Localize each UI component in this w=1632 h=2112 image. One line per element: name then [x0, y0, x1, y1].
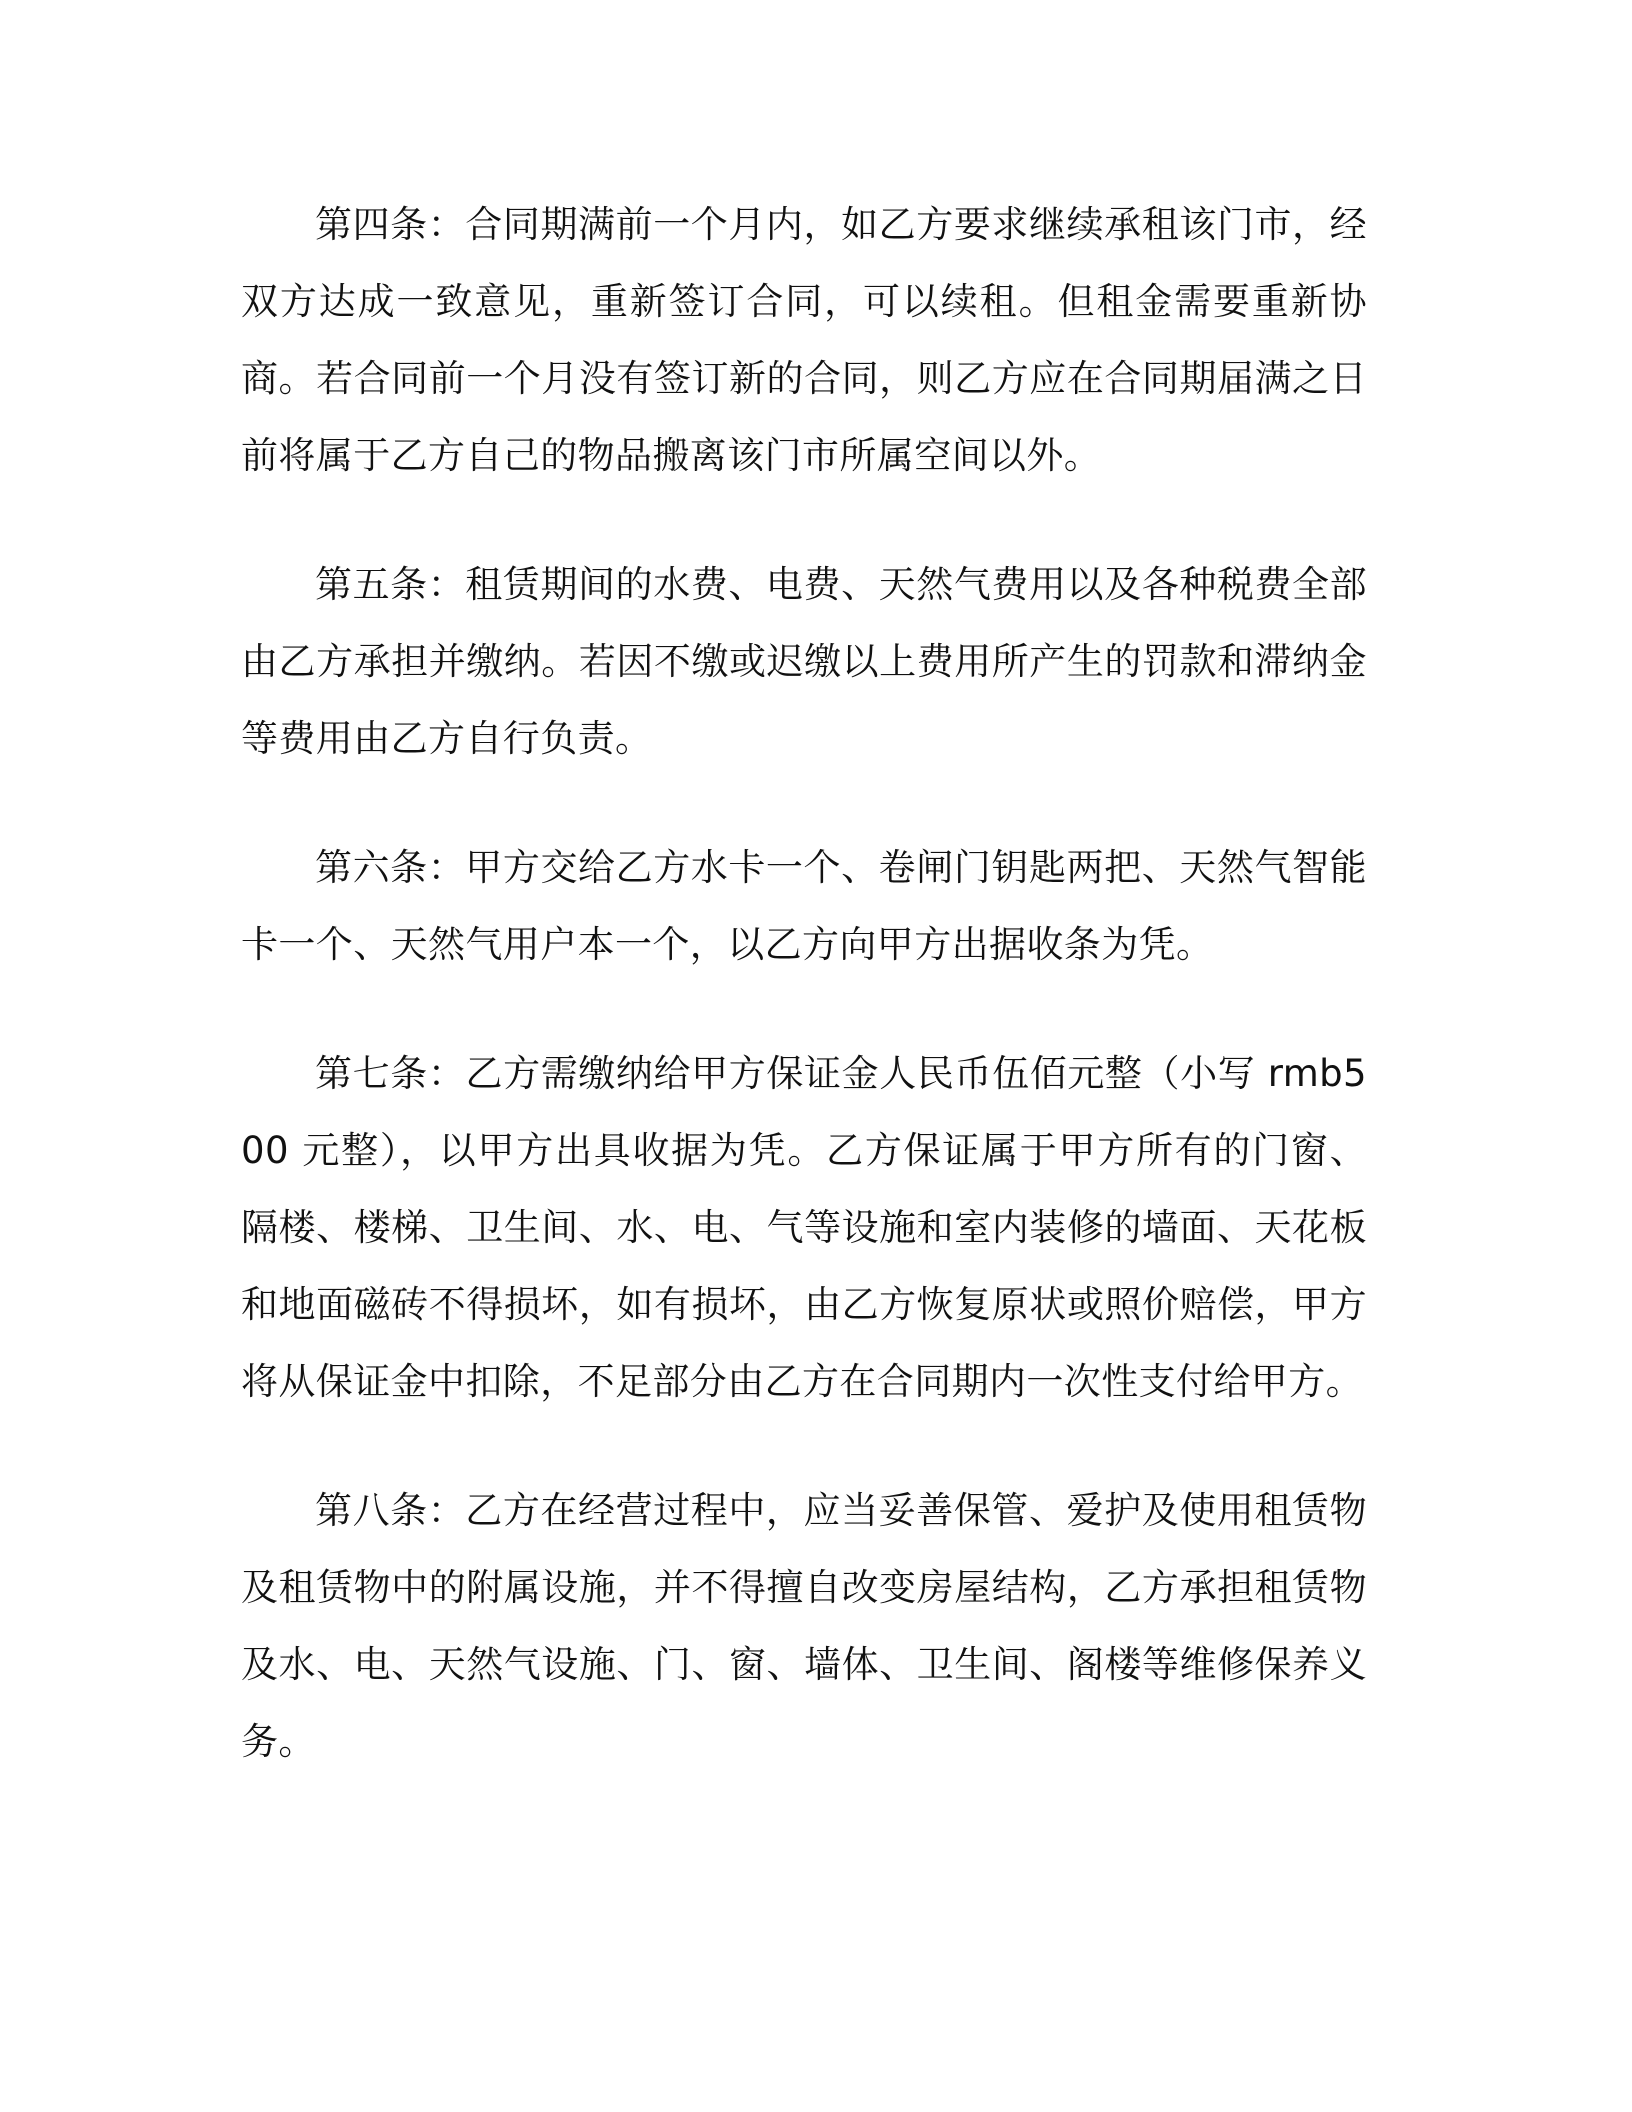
- document-body: [241, 186, 1367, 1832]
- article-4-paragraph: 第四条：合同期满前一个月内，如乙方要求继续承租该门市，经双方达成一致意见，重新签订合同，可以续租。但租金需要重新协商。若合同前一个月没有签订新的合同，则乙方应在合同期届满之日前将属于乙方自己的物品搬离该门市所属空间以外。: [241, 203, 1367, 477]
- article-8-paragraph: 第八条：乙方在经营过程中，应当妥善保管、爱护及使用租赁物及租赁物中的附属设施，并不得擅自改变房屋结构，乙方承担租赁物及水、电、天然气设施、门、窗、墙体、卫生间、阁楼等维修保养义务。: [241, 1489, 1367, 1763]
- article-6-paragraph: 第六条：甲方交给乙方水卡一个、卷闸门钥匙两把、天然气智能卡一个、天然气用户本一个，以乙方向甲方出据收条为凭。: [241, 846, 1367, 966]
- article-7-paragraph: 第七条：乙方需缴纳给甲方保证金人民币伍佰元整（小写 rmb500 元整），以甲方出具收据为凭。乙方保证属于甲方所有的门窗、隔楼、楼梯、卫生间、水、电、气等设施和室内装修的墙面、天花板和地面磁砖不得损坏，如有损坏，由乙方恢复原状或照价赔偿，甲方将从保证金中扣除，不足部分由乙方在合同期内一次性支付给甲方。: [241, 1052, 1367, 1403]
- article-5-paragraph: 第五条：租赁期间的水费、电费、天然气费用以及各种税费全部由乙方承担并缴纳。若因不缴或迟缴以上费用所产生的罚款和滞纳金等费用由乙方自行负责。: [241, 563, 1367, 760]
